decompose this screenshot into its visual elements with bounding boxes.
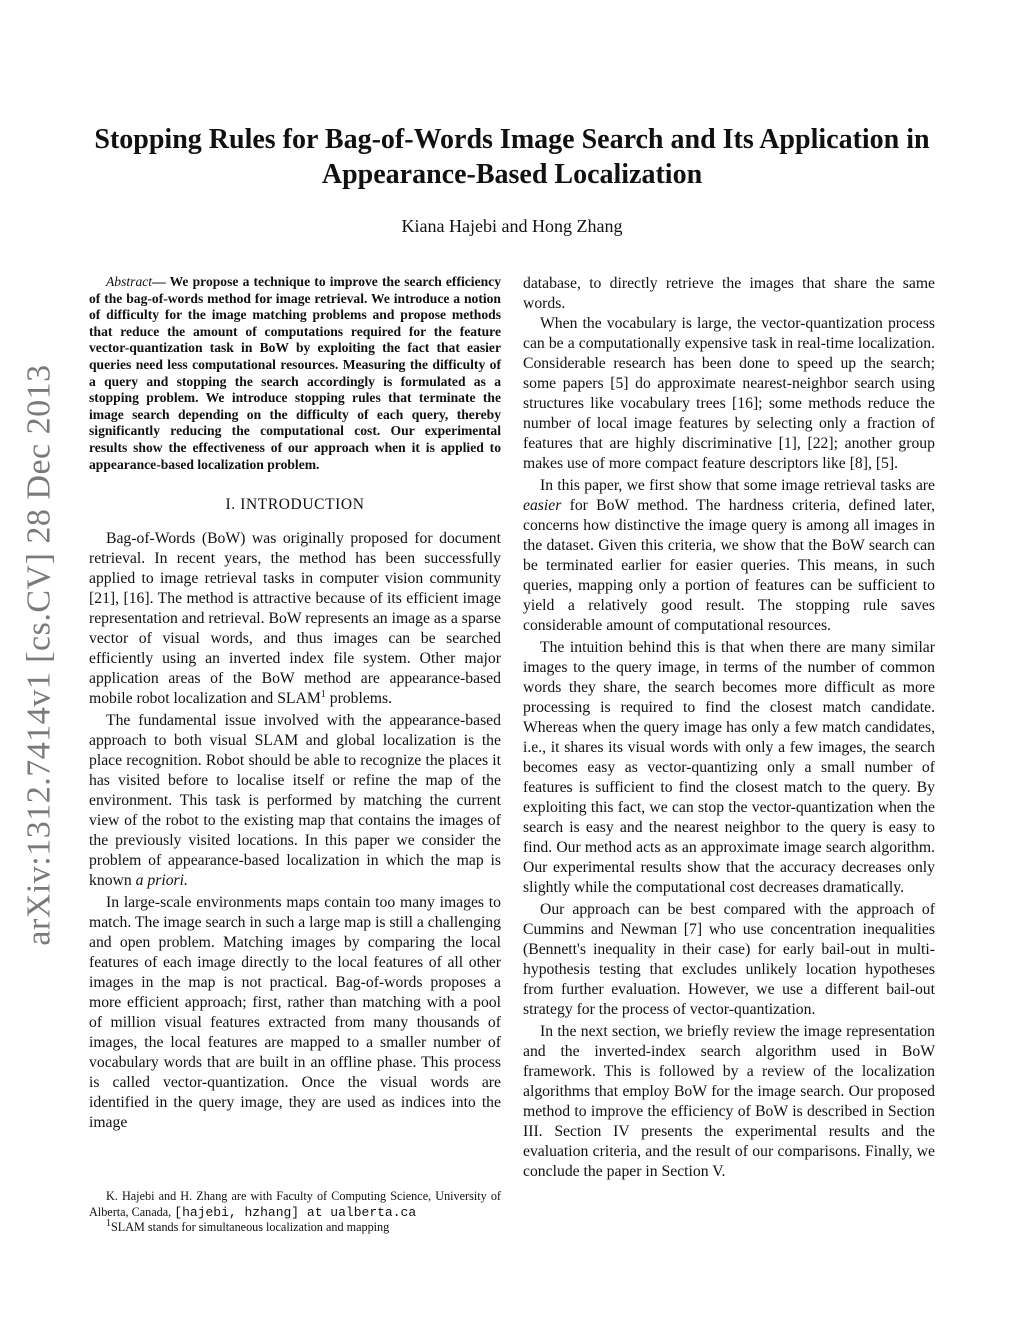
paper-title-line-2: Appearance-Based Localization — [321, 159, 703, 190]
author-email: [hajebi, hzhang] at ualberta.ca — [174, 1204, 417, 1220]
paper-authors: Kiana Hajebi and Hong Zhang — [401, 216, 623, 236]
abstract-text: We propose a technique to improve the search efficiency of the bag-of-words method for image retrieval. We introduce a notion of difficulty for the image matching problems and propose methods that reduce the amount of computations required for the feature vector-quantization task in BoW by exploiting the fact that easier queries need less computational resources. Measuring the difficulty of a query and stopping the search accordingly is formulated as a stopping problem. We introduce stopping rules that terminate the image search depending on the difficulty of each query, thereby significantly reducing the computational cost. Our experimental results show the effectiveness of our approach when it is applied to appearance-based localization problem. — [89, 274, 501, 472]
intro-paragraph-1: Bag-of-Words (BoW) was originally proposed for document retrieval. In recent years, the method has been successfully applied to image retrieval tasks in computer vision community [21], [16]. The method is attractive because of its efficient image representation and retrieval. BoW represents an image as a sparse vector of visual words, and thus images can be searched efficiently using an inverted index file system. Other major application areas of the BoW method are appearance-based mobile robot localization and SLAM$^1$ problems. — [89, 530, 501, 708]
footnote-slam: $^1$SLAM stands for simultaneous localization and mapping — [106, 1217, 390, 1234]
right-paragraph-3: The intuition behind this is that when there are many similar images to the query image, in terms of the number of common words they share, the search becomes more difficult as more processing is required to find the closest match candidate. Whereas when the query image has only a few match candidates, i.e., it shares its visual words with only a few images, the search becomes easy as vector-quantizing only a small number of features is sufficient to find the closest match to the query. By exploiting this fact, we can stop the vector-quantization when the search is easy and the nearest neighbor to the query is easy to find. Our method acts as an approximate image search algorithm. Our experimental results show that the accuracy decreases only slightly while the computational cost decreases dramatically. — [523, 639, 935, 896]
right-paragraph-5: In the next section, we briefly review the image representation and the inverted-index search algorithm used in BoW framework. This is followed by a review of the localization algorithms that employ BoW for the image search. Our proposed method to improve the efficiency of BoW is described in Section III. Section IV presents the experimental results and the evaluation criteria, and the result of our comparisons. Finally, we conclude the paper in Section V. — [523, 1023, 935, 1180]
intro-paragraph-2: The fundamental issue involved with the appearance-based approach to both visual SLAM and global localization is the place recognition. Robot should be able to recognize the places it has visited before to localise itself or refine the map of the environment. This task is performed by matching the current view of the robot to the existing map that contains the images of the previously visited locations. In this paper we consider the problem of appearance-based localization in which the map is known a priori. — [89, 712, 501, 890]
right-paragraph-0: database, to directly retrieve the images that share the same words. — [523, 275, 935, 312]
abstract-dash: — — [152, 274, 166, 289]
right-paragraph-2: In this paper, we first show that some image retrieval tasks are easier for BoW method. The hardness criteria, defined later, concerns how distinctive the image query is among all images in the dataset. Given this criteria, we show that the BoW search can be terminated earlier for easier queries. This means, in such queries, mapping only a portion of features can be sufficient to yield a relatively good result. The stopping rule saves considerable amount of computational resources. — [523, 477, 935, 634]
footnote-affiliation: K. Hajebi and H. Zhang are with Faculty of Computing Science, University of Alberta, Canada, [hajebi, hzhang] at ualberta.ca — [89, 1189, 501, 1220]
right-paragraph-1: When the vocabulary is large, the vector-quantization process can be a computationally expensive task in real-time localization. Considerable research has been done to speed up the search; some papers [5] do approximate nearest-neighbor search using structures like vocabulary trees [16]; some methods reduce the number of local image features by selecting only a fraction of features that are highly discriminative [1], [22]; another group makes use of more compact feature descriptors like [8], [5]. — [523, 315, 935, 472]
paper-title-line-1: Stopping Rules for Bag-of-Words Image Search and Its Application in — [94, 124, 930, 155]
arxiv-stamp-text: arXiv:1312.7414v1 [cs.CV] 28 Dec 2013 — [21, 364, 59, 946]
footnote-ref-1: 1 — [320, 688, 326, 700]
abstract — [89, 274, 501, 473]
right-column — [523, 274, 935, 1182]
left-column — [89, 274, 501, 1133]
arxiv-stamp — [12, 355, 68, 955]
intro-paragraph-3: In large-scale environments maps contain too many images to match. The image search in such a large map is still a challenging and open problem. Matching images by comparing the local features of each image directly to the local features of all other images in the map is not practical. Bag-of-words proposes a more efficient approach; first, rather than matching with a pool of million visual features extracted from many thousands of images, the local features are mapped to a smaller number of vocabulary words that are built in an offline phase. This process is called vector-quantization. Once the visual words are identified in the query image, they are used as indices into the image — [89, 894, 501, 1132]
right-paragraph-4: Our approach can be best compared with the approach of Cummins and Newman [7] who use concentration inequalities (Bennett's inequality in their case) for early bail-out in multi-hypothesis testing that excludes unlikely location hypotheses from further evaluation. However, we use a different bail-out strategy for the process of vector-quantization. — [523, 901, 935, 1018]
footnotes — [89, 1189, 501, 1236]
abstract-label: Abstract — [106, 274, 153, 289]
paper-title — [60, 122, 964, 192]
section-heading-introduction: I. INTRODUCTION — [225, 496, 365, 514]
